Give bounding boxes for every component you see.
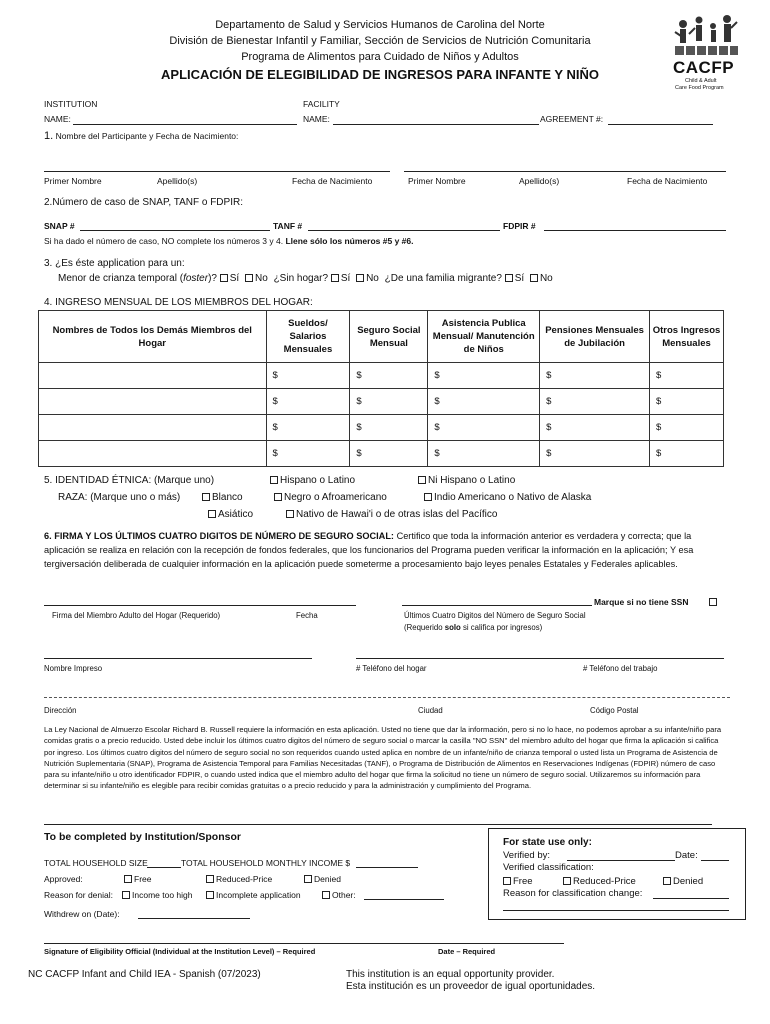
- denial-reason-label: Reason for denial:: [44, 890, 113, 900]
- cacfp-figures-icon: [671, 14, 739, 64]
- col-header-pensions: Pensiones Mensuales de Jubilación: [540, 311, 650, 363]
- approved-label: Approved:: [44, 874, 83, 884]
- not-hispanic-label: Ni Hispano o Latino: [428, 475, 516, 486]
- section-6-body: Certifico que toda la información anterior es verdadera y correcta; que la aplicación se realiza en relación con la recepción de fondos federales, que los funcionarios del Programa pueden verificar la información en la aplicación; Y esa tergiversación deliberada de cualquier información en la aplicación puede someterme a procesamiento bajo leyes penales Estatales y Federales aplicables.: [44, 531, 694, 569]
- not-hispanic-checkbox[interactable]: [418, 476, 426, 484]
- snap-field[interactable]: [80, 230, 270, 231]
- logo-text: CACFP: [673, 58, 735, 77]
- homeless-no-label: No: [366, 273, 379, 284]
- section-1-title-text: Nombre del Participante y Fecha de Nacimiento:: [55, 131, 239, 141]
- migrant-no-label: No: [539, 273, 553, 284]
- approved-free-checkbox[interactable]: [124, 875, 132, 883]
- approved-denied-checkbox[interactable]: [304, 875, 312, 883]
- institution-section-title: To be completed by Institution/Sponsor: [44, 831, 241, 843]
- last-name-label-1: Apellido(s): [157, 176, 198, 186]
- ssn-field[interactable]: [402, 605, 592, 606]
- native-label: Indio Americano o Nativo de Alaska: [434, 492, 592, 503]
- foster-no-label: No: [255, 273, 268, 284]
- verified-by-field[interactable]: [567, 860, 675, 861]
- approved-free-option: [124, 874, 151, 884]
- state-box-title: For state use only:: [503, 837, 592, 848]
- public-assistance-cell[interactable]: $: [428, 389, 540, 415]
- migrant-question: ¿De una familia migrante?: [384, 273, 502, 284]
- migrant-no-checkbox[interactable]: [530, 274, 538, 282]
- foster-no-checkbox[interactable]: [245, 274, 253, 282]
- last-name-label-2: Apellido(s): [519, 176, 560, 186]
- fdpir-label: FDPIR #: [503, 221, 536, 231]
- section-1-number: 1.: [44, 130, 54, 142]
- state-reduced-checkbox[interactable]: [563, 877, 571, 885]
- incomplete-checkbox[interactable]: [206, 891, 214, 899]
- institution-name-label: NAME:: [44, 114, 71, 124]
- section-2-title: 2.Número de caso de SNAP, TANF o FDPIR:: [44, 197, 243, 208]
- pensions-cell[interactable]: $: [540, 389, 650, 415]
- state-reduced-option: [563, 876, 636, 887]
- black-checkbox[interactable]: [274, 493, 282, 501]
- race-label: RAZA: (Marque uno o más): [58, 492, 181, 503]
- signature-date-label: Fecha: [296, 611, 318, 620]
- section-divider: [44, 824, 712, 825]
- classification-change-field-2[interactable]: [503, 910, 729, 911]
- ethnicity-label: 5. IDENTIDAD ÉTNICA: (Marque uno): [44, 475, 215, 486]
- household-income-label: TOTAL HOUSEHOLD MONTHLY INCOME $: [181, 858, 351, 868]
- approved-reduced-checkbox[interactable]: [206, 875, 214, 883]
- wages-cell[interactable]: $: [266, 415, 350, 441]
- ssn-requirement: [404, 623, 542, 632]
- verified-classification-label: Verified classification:: [503, 862, 594, 873]
- state-free-option: [503, 876, 533, 887]
- state-use-box: [488, 828, 746, 920]
- snap-label: SNAP #: [44, 221, 75, 231]
- verified-by-label: Verified by:: [503, 850, 550, 861]
- tanf-field[interactable]: [308, 230, 500, 231]
- state-free-checkbox[interactable]: [503, 877, 511, 885]
- participant-1-field[interactable]: [44, 171, 390, 172]
- black-label: Negro o Afroamericano: [284, 492, 387, 503]
- approved-denied-label: Denied: [314, 874, 341, 884]
- section-6-certification: [44, 530, 730, 571]
- income-table-header: [39, 311, 724, 363]
- law-notice: La Ley Nacional de Almuerzo Escolar Richard B. Russell requiere la información en esta aplicación. Usted no tiene que dar la información, pero si no lo hace, no podemos aprobar a su infante/niño para comidas gratis o a precio reducido. Usted debe incluir los últimos cuatro digitos del número de seguro social o marcar la casilla "NO SSN" del miembro adulto del hogar que firma la aplicación si califica por ingreso. Los últimos cuatro digitos del número de seguro social no son requeridos cuando usted aplica en nombre de un infante/niño de crianza temporal o usted lista un Programa de Asistencia de Nutrición Suplementaria (SNAP), Programa de Asistencia Temporal para Familias Necesitadas (TANF), o Programa de Distribución de Alimentos en Reservaciones Indígenas (FDPIR) número de caso para su infante/niño u otro identificador FDPIR, o cuando usted indica que el miembro adulto del hogar que firma la solicitud no tiene un número de seguro social. Utilizaremos su información para determinar si su infante/niño es elegible para recibir comidas gratuitas o a precio reducido y para la administración y cumplimiento del Programa.: [44, 725, 722, 791]
- withdrew-date-field[interactable]: [138, 918, 250, 919]
- too-high-checkbox[interactable]: [122, 891, 130, 899]
- foster-yes-label: Sí: [229, 273, 240, 284]
- official-signature-label: Signature of Eligibility Official (Individual at the Institution Level) – Required: [44, 947, 316, 956]
- fdpir-field[interactable]: [544, 230, 726, 231]
- signature-field[interactable]: [44, 605, 356, 606]
- printed-name-label: Nombre Impreso: [44, 664, 103, 673]
- facility-name-label: NAME:: [303, 114, 330, 124]
- table-row: [39, 441, 724, 467]
- participant-2-field[interactable]: [404, 171, 726, 172]
- native-checkbox[interactable]: [424, 493, 432, 501]
- institution-name-field[interactable]: [73, 124, 297, 125]
- agreement-label: AGREEMENT #:: [540, 114, 604, 124]
- header-line-1: Departamento de Salud y Servicios Humanos de Carolina del Norte: [215, 19, 545, 31]
- social-security-cell[interactable]: $: [350, 389, 428, 415]
- too-high-option: [122, 890, 192, 900]
- income-table: [38, 310, 724, 467]
- ssn-label: Últimos Cuatro Digitos del Número de Seguro Social: [404, 611, 586, 620]
- wages-cell[interactable]: $: [266, 441, 350, 467]
- facility-name-field[interactable]: [333, 124, 539, 125]
- approved-free-label: Free: [134, 874, 152, 884]
- approved-denied-option: [304, 874, 341, 884]
- section-2-note: [44, 236, 413, 246]
- member-name-cell[interactable]: [39, 441, 267, 467]
- col-header-public-assistance: Asistencia Publica Mensual/ Manutención de Niños: [428, 311, 540, 363]
- agreement-field[interactable]: [608, 124, 713, 125]
- household-size-field[interactable]: [147, 867, 181, 868]
- migrant-yes-checkbox[interactable]: [505, 274, 513, 282]
- section-3-title: 3. ¿Es éste application para un:: [44, 258, 185, 269]
- logo-sub-1: Child & Adult: [685, 78, 717, 84]
- pensions-cell[interactable]: $: [540, 441, 650, 467]
- ssn-req-a: (Requerido: [404, 623, 443, 632]
- equal-opportunity-es: Esta institución es un proveedor de igual oportunidades.: [346, 981, 596, 992]
- address-label: Dirección: [44, 706, 77, 715]
- other-income-cell[interactable]: $: [650, 389, 724, 415]
- public-assistance-cell[interactable]: $: [428, 415, 540, 441]
- header-line-2: División de Bienestar Infantil y Familiar, Sección de Servicios de Nutrición Comunitaria: [169, 35, 591, 47]
- section-4-title: 4. INGRESO MENSUAL DE LOS MIEMBROS DEL HOGAR:: [44, 297, 313, 308]
- first-name-label-2: Primer Nombre: [408, 176, 466, 186]
- white-option: [202, 492, 243, 503]
- ssn-req-c: si califica por ingresos): [462, 623, 543, 632]
- state-reduced-label: Reduced-Price: [573, 876, 636, 887]
- table-row: [39, 415, 724, 441]
- white-checkbox[interactable]: [202, 493, 210, 501]
- no-ssn-label: Marque si no tiene SSN: [594, 597, 689, 607]
- printed-name-field[interactable]: [44, 658, 312, 659]
- hispanic-option: [270, 475, 355, 486]
- black-option: [274, 492, 387, 503]
- asian-checkbox[interactable]: [208, 510, 216, 518]
- other-reason-field[interactable]: [364, 899, 444, 900]
- work-phone-label: # Teléfono del trabajo: [583, 664, 658, 673]
- section-2-note-b: Llene sólo los números #5 y #6.: [285, 236, 414, 246]
- section-6-lead: 6. FIRMA Y LOS ÚLTIMOS CUATRO DIGITOS DE NÚMERO DE SEGURO SOCIAL:: [44, 531, 394, 541]
- other-income-cell[interactable]: $: [650, 363, 724, 389]
- signature-label: Firma del Miembro Adulto del Hogar (Requerido): [52, 611, 221, 620]
- other-income-cell[interactable]: $: [650, 415, 724, 441]
- withdrew-label: Withdrew on (Date):: [44, 909, 120, 919]
- facility-label: FACILITY: [303, 99, 340, 109]
- wages-cell[interactable]: $: [266, 389, 350, 415]
- home-phone-label: # Teléfono del hogar: [356, 664, 427, 673]
- too-high-label: Income too high: [132, 890, 193, 900]
- phone-fields[interactable]: [356, 658, 724, 659]
- first-name-label-1: Primer Nombre: [44, 176, 102, 186]
- hispanic-label: Hispano o Latino: [280, 475, 356, 486]
- pensions-cell[interactable]: $: [540, 415, 650, 441]
- pacific-option: [286, 509, 497, 520]
- section-1-title: [44, 130, 238, 142]
- table-row: [39, 363, 724, 389]
- member-name-cell[interactable]: [39, 363, 267, 389]
- classification-change-label: Reason for classification change:: [503, 888, 643, 899]
- approved-reduced-option: [206, 874, 272, 884]
- public-assistance-cell[interactable]: $: [428, 363, 540, 389]
- pacific-checkbox[interactable]: [286, 510, 294, 518]
- ssn-req-b: solo: [444, 623, 461, 632]
- other-checkbox[interactable]: [322, 891, 330, 899]
- cacfp-logo: [671, 14, 739, 94]
- pacific-label: Nativo de Hawai'i o de otras islas del Pacífico: [296, 509, 498, 520]
- zip-label: Código Postal: [590, 706, 639, 715]
- pensions-cell[interactable]: $: [540, 363, 650, 389]
- state-denied-option: [663, 876, 703, 887]
- institution-label: INSTITUTION: [44, 99, 98, 109]
- incomplete-label: Incomplete application: [216, 890, 301, 900]
- homeless-yes-checkbox[interactable]: [331, 274, 339, 282]
- migrant-yes-label: Sí: [514, 273, 525, 284]
- form-title: APLICACIÓN DE ELEGIBILIDAD DE INGRESOS PARA INFANTE Y NIÑO: [161, 67, 599, 82]
- no-ssn-checkbox[interactable]: [709, 598, 717, 606]
- verified-date-field[interactable]: [701, 860, 729, 861]
- address-field[interactable]: [44, 697, 730, 698]
- native-option: [424, 492, 591, 503]
- wages-cell[interactable]: $: [266, 363, 350, 389]
- city-label: Ciudad: [418, 706, 443, 715]
- col-header-wages: Sueldos/ Salarios Mensuales: [266, 311, 350, 363]
- homeless-yes-label: Sí: [340, 273, 351, 284]
- homeless-question: ¿Sin hogar?: [273, 273, 329, 284]
- foster-yes-checkbox[interactable]: [220, 274, 228, 282]
- dob-label-2: Fecha de Nacimiento: [627, 176, 708, 186]
- tanf-label: TANF #: [273, 221, 303, 231]
- section-3-questions: [58, 273, 553, 284]
- social-security-cell[interactable]: $: [350, 363, 428, 389]
- asian-option: [208, 509, 253, 520]
- form-id: NC CACFP Infant and Child IEA - Spanish (07/2023): [28, 969, 261, 980]
- state-denied-label: Denied: [673, 876, 704, 887]
- member-name-cell[interactable]: [39, 415, 267, 441]
- foster-question-foster: foster: [183, 273, 209, 284]
- hispanic-checkbox[interactable]: [270, 476, 278, 484]
- state-denied-checkbox[interactable]: [663, 877, 671, 885]
- foster-question-a: Menor de crianza temporal (: [58, 273, 184, 284]
- state-free-label: Free: [513, 876, 533, 887]
- equal-opportunity-en: This institution is an equal opportunity provider.: [346, 969, 555, 980]
- social-security-cell[interactable]: $: [350, 441, 428, 467]
- official-signature-field[interactable]: [44, 943, 564, 944]
- dob-label-1: Fecha de Nacimiento: [292, 176, 373, 186]
- household-income-field[interactable]: [356, 867, 418, 868]
- homeless-no-checkbox[interactable]: [356, 274, 364, 282]
- not-hispanic-option: [418, 475, 515, 486]
- classification-change-field[interactable]: [653, 898, 729, 899]
- official-date-label: Date – Required: [438, 947, 496, 956]
- asian-label: Asiático: [218, 509, 254, 520]
- other-income-cell[interactable]: $: [650, 441, 724, 467]
- col-header-names: Nombres de Todos los Demás Miembros del Hogar: [39, 311, 267, 363]
- white-label: Blanco: [212, 492, 243, 503]
- section-2-note-a: Si ha dado el número de caso, NO complete los números 3 y 4.: [44, 236, 284, 246]
- other-option: [322, 890, 356, 900]
- col-header-social-security: Seguro Social Mensual: [350, 311, 428, 363]
- household-size-label: TOTAL HOUSEHOLD SIZE: [44, 858, 148, 868]
- incomplete-option: [206, 890, 301, 900]
- social-security-cell[interactable]: $: [350, 415, 428, 441]
- other-label: Other:: [332, 890, 356, 900]
- logo-sub-2: Care Food Program: [675, 85, 724, 91]
- member-name-cell[interactable]: [39, 389, 267, 415]
- approved-reduced-label: Reduced-Price: [216, 874, 273, 884]
- verified-date-label: Date:: [675, 850, 698, 861]
- header-line-3: Programa de Alimentos para Cuidado de Niños y Adultos: [241, 51, 519, 63]
- public-assistance-cell[interactable]: $: [428, 441, 540, 467]
- table-row: [39, 389, 724, 415]
- foster-question-b: )?: [208, 273, 217, 284]
- col-header-other: Otros Ingresos Mensuales: [650, 311, 724, 363]
